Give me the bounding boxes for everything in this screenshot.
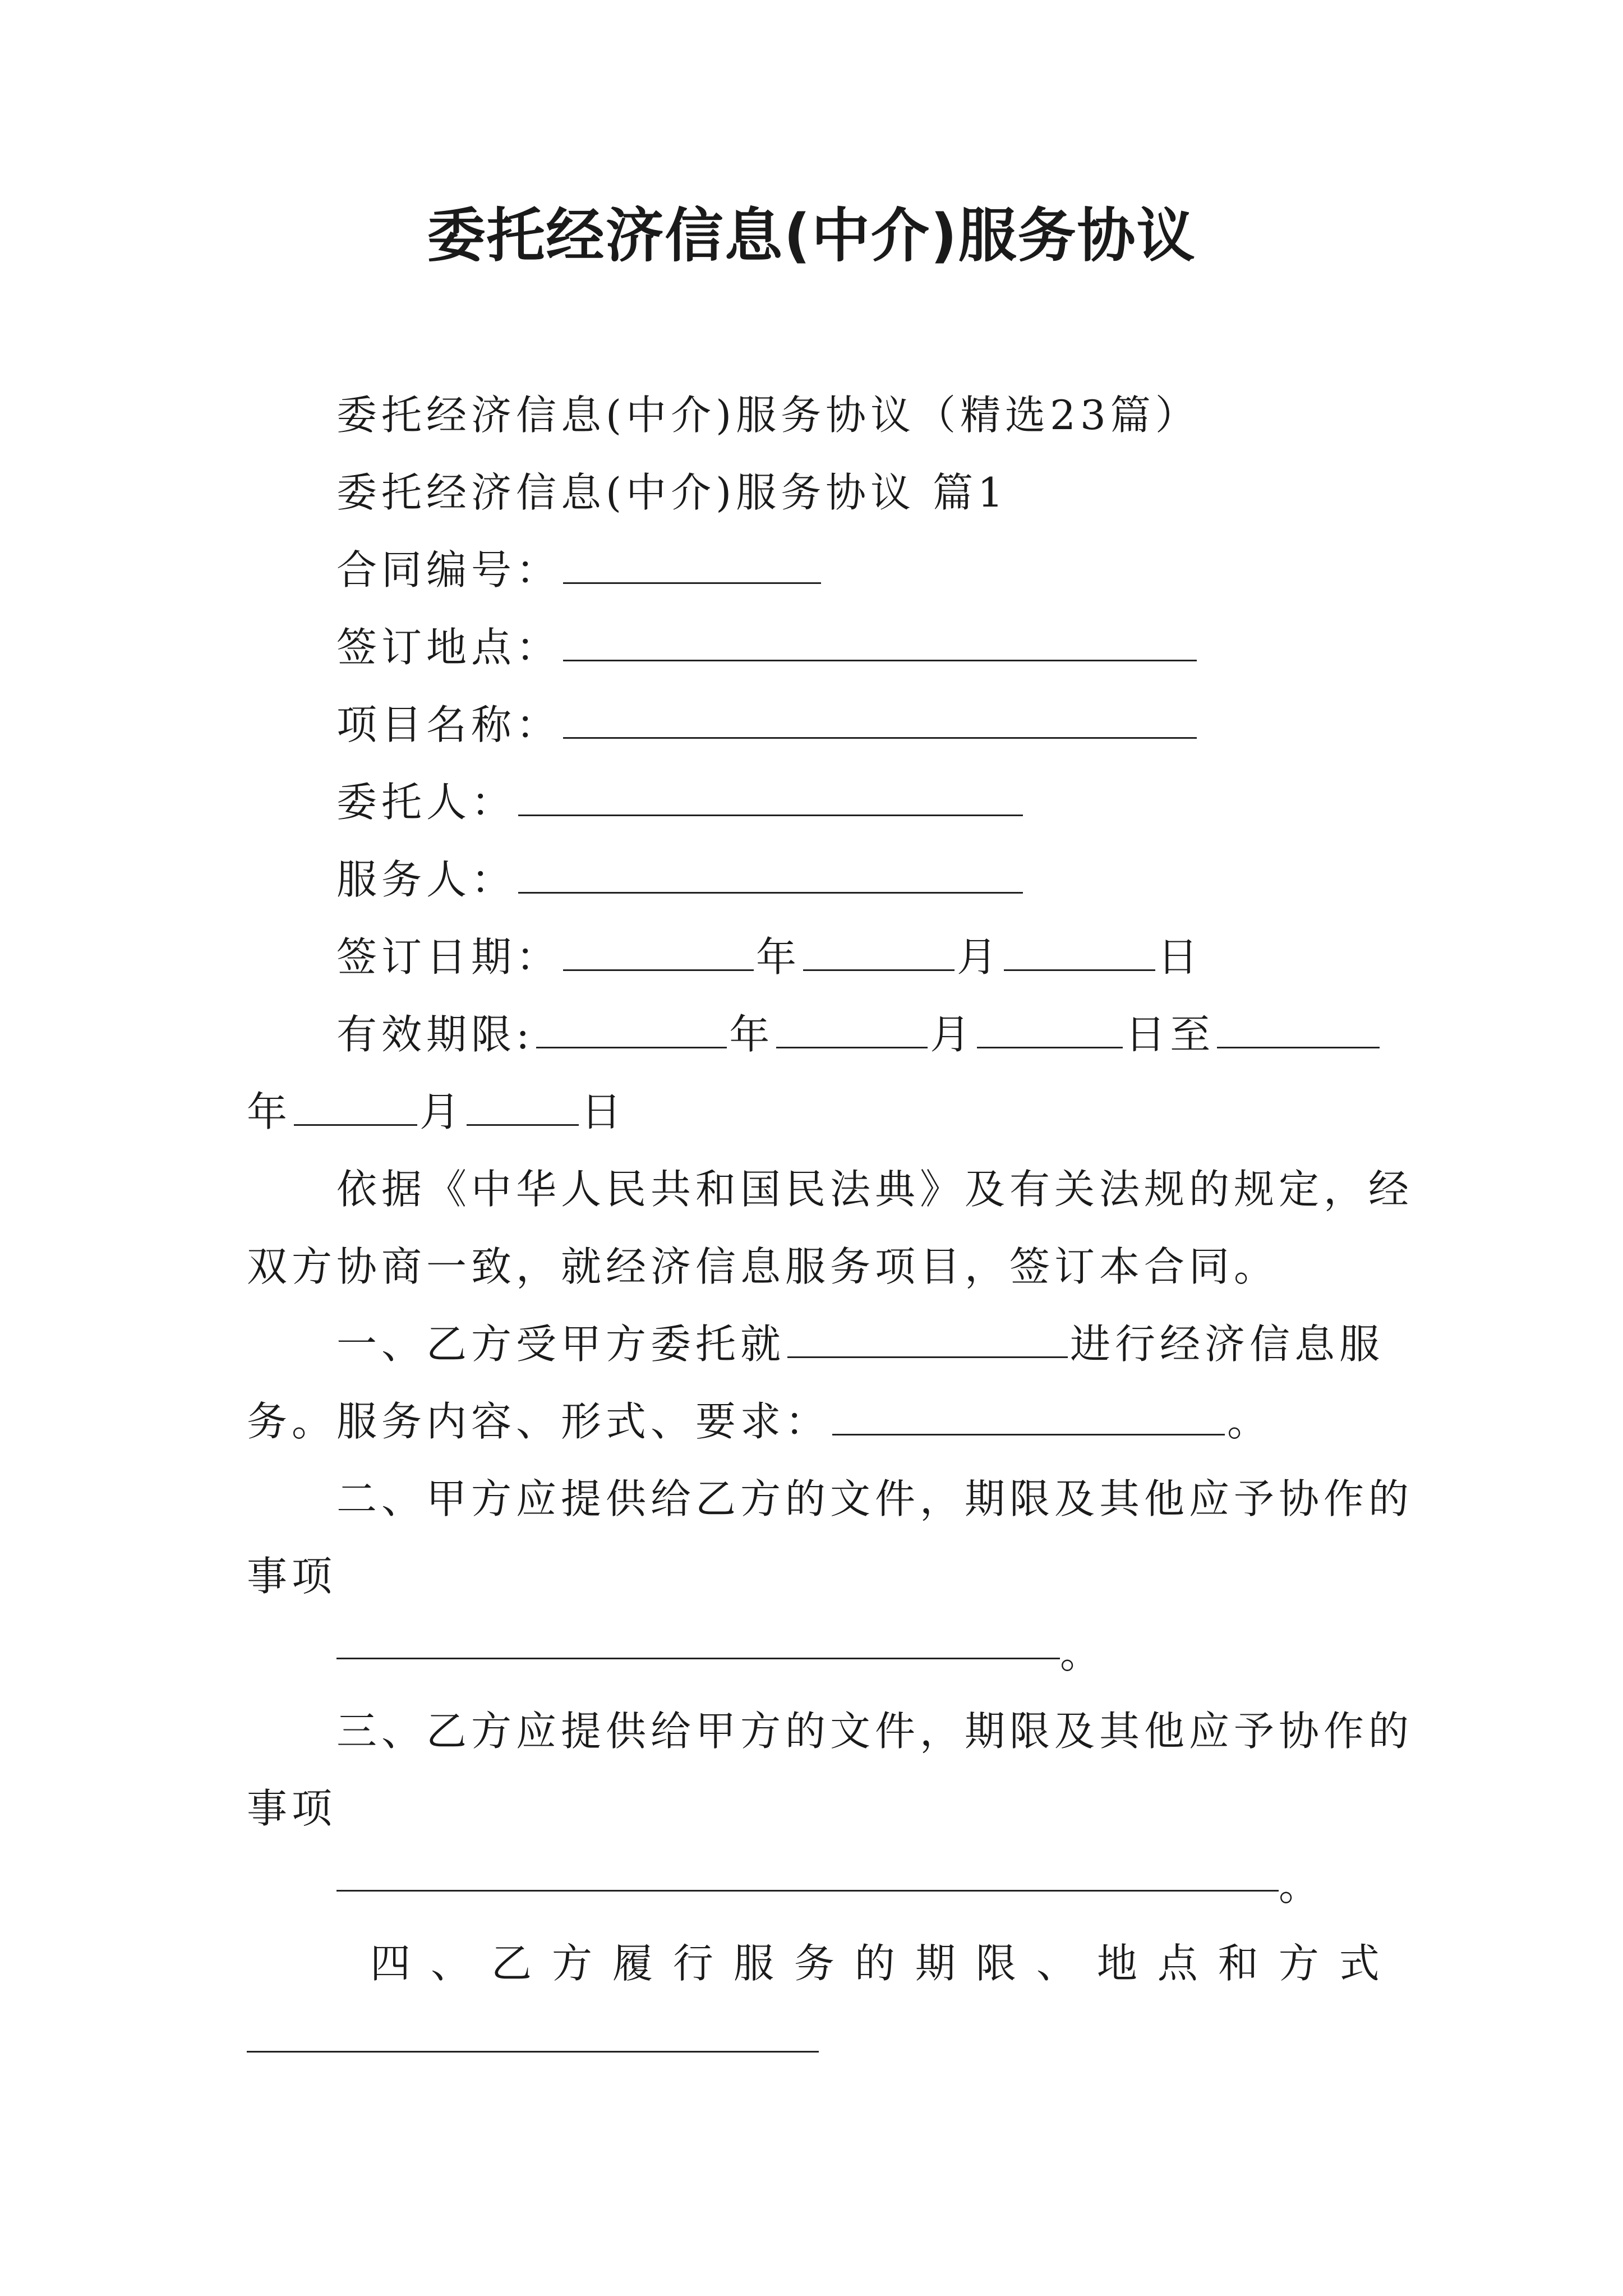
item1-text-c: 务。服务内容、形式、要求：	[247, 1398, 831, 1445]
client-blank	[518, 780, 1023, 816]
item1-text-a: 一、乙方受甲方委托就	[336, 1320, 786, 1368]
item4-char: 方	[551, 1940, 592, 1987]
valid-period-label: 有效期限:	[336, 1011, 534, 1058]
item1-content-blank	[832, 1399, 1225, 1435]
item4-char: 点	[1157, 1940, 1198, 1987]
valid-start-year-unit: 年	[729, 1011, 774, 1058]
project-name-label: 项目名称：	[336, 701, 561, 748]
item2-line1: 二、甲方应提供给乙方的文件，期限及其他应予协作的	[336, 1475, 1414, 1522]
item4-char: 四	[370, 1940, 411, 1987]
sign-date-label: 签订日期：	[336, 933, 561, 981]
project-name-line	[336, 697, 1199, 753]
item4-char: 履	[612, 1940, 653, 1987]
item4-char: 地	[1096, 1940, 1137, 1987]
item4-blank	[247, 2051, 819, 2053]
item3-line2: 事项	[247, 1785, 337, 1832]
valid-end-month-unit: 月	[419, 1088, 465, 1135]
item3-period: 。	[1279, 1862, 1320, 1910]
item4-char: 和	[1218, 1940, 1258, 1987]
basis-paragraph-line2: 双方协商一致，就经济信息服务项目，签订本合同。	[247, 1243, 1279, 1290]
sign-month-unit: 月	[957, 933, 1002, 981]
contract-number-line	[336, 542, 823, 598]
valid-end-year-unit: 年	[247, 1088, 292, 1135]
item4-char: 的	[854, 1940, 895, 1987]
sign-day-unit: 日	[1158, 933, 1203, 981]
item4-char: 、	[430, 1940, 471, 1987]
item4-char: 期	[915, 1940, 956, 1987]
item2-period: 。	[1060, 1630, 1101, 1677]
item4-char: 、	[1036, 1940, 1077, 1987]
valid-period-end-line	[247, 1084, 626, 1140]
valid-end-month-blank	[294, 1089, 417, 1126]
sign-month-blank	[803, 935, 955, 971]
item4-char: 服	[733, 1940, 774, 1987]
sign-place-blank	[563, 625, 1197, 661]
sign-year-unit: 年	[756, 933, 801, 981]
valid-end-day-blank	[467, 1089, 579, 1126]
sign-place-label: 签订地点：	[336, 624, 561, 671]
provider-label: 服务人：	[336, 856, 517, 903]
sign-day-blank	[1004, 935, 1155, 971]
item4-line	[370, 1935, 1380, 1991]
contract-number-blank	[563, 547, 821, 584]
item2-blank	[336, 1658, 1060, 1659]
item1-subject-blank	[787, 1322, 1068, 1358]
valid-end-day-unit: 日	[581, 1088, 626, 1135]
section-heading: 委托经济信息(中介)服务协议 篇1	[336, 469, 1008, 516]
valid-start-month-blank	[776, 1012, 928, 1048]
client-line	[336, 774, 1025, 830]
item4-char: 务	[794, 1940, 834, 1987]
subtitle: 委托经济信息(中介)服务协议（精选23篇）	[336, 392, 1200, 439]
sign-year-blank	[563, 935, 754, 971]
contract-number-label: 合同编号：	[336, 546, 561, 593]
valid-start-year-blank	[536, 1012, 727, 1048]
sign-place-line	[336, 619, 1199, 675]
valid-period-line	[336, 1006, 1382, 1062]
provider-line	[336, 852, 1025, 908]
project-name-blank	[563, 702, 1197, 739]
item4-char: 限	[975, 1940, 1016, 1987]
item1-text-b: 进行经济信息服	[1070, 1320, 1385, 1368]
item4-char: 乙	[491, 1940, 532, 1987]
item3-blank	[336, 1890, 1279, 1892]
sign-date-line	[336, 929, 1202, 985]
valid-start-day-blank	[977, 1012, 1123, 1048]
item1-period: 。	[1227, 1398, 1272, 1445]
item4-char: 式	[1339, 1940, 1380, 1987]
document-title: 委托经济信息(中介)服务协议	[427, 201, 1196, 270]
valid-end-year-blank	[1217, 1012, 1380, 1048]
client-label: 委托人：	[336, 779, 517, 826]
basis-paragraph-line1: 依据《中华人民共和国民法典》及有关法规的规定，经	[336, 1166, 1414, 1213]
item4-char: 行	[672, 1940, 713, 1987]
provider-blank	[518, 857, 1023, 894]
valid-start-day-unit: 日至	[1125, 1011, 1215, 1058]
item1-line2	[247, 1393, 1272, 1450]
valid-start-month-unit: 月	[930, 1011, 975, 1058]
item1-line1	[336, 1316, 1384, 1372]
item3-line1: 三、乙方应提供给甲方的文件，期限及其他应予协作的	[336, 1708, 1414, 1755]
item2-line2: 事项	[247, 1553, 337, 1600]
item4-char: 方	[1278, 1940, 1319, 1987]
